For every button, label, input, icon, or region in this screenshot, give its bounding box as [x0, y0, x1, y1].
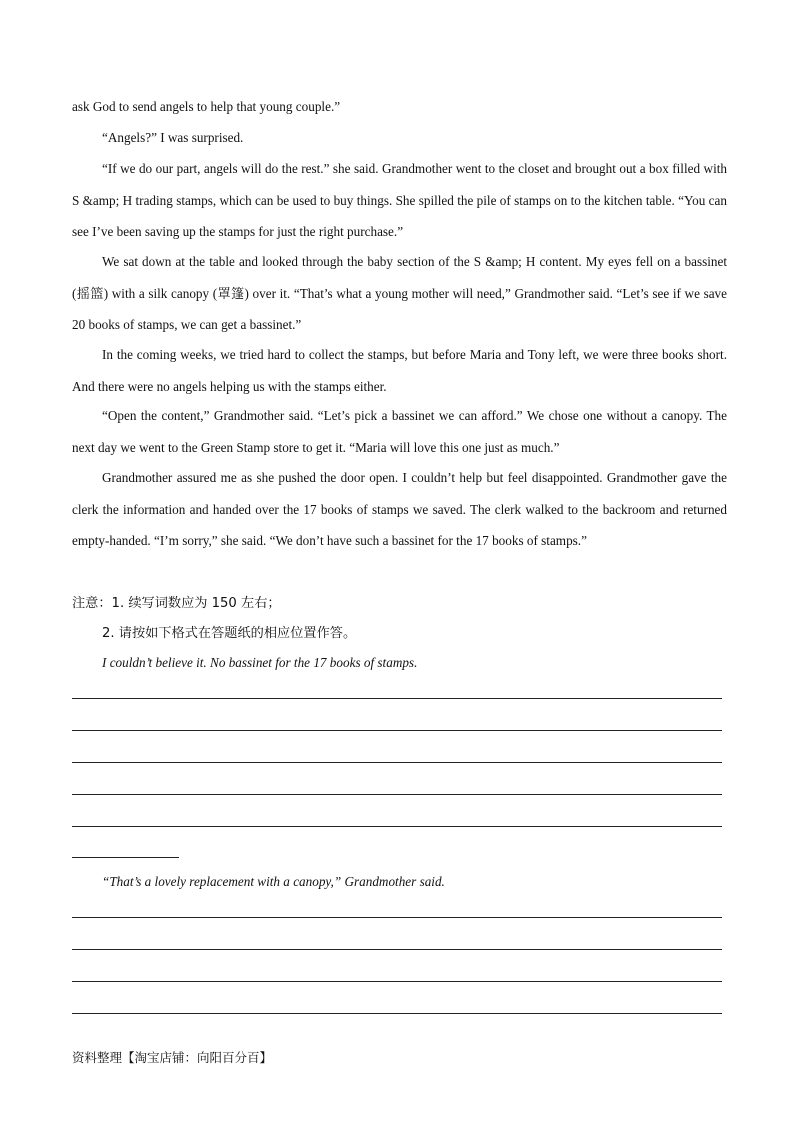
answer-line — [72, 1013, 722, 1014]
story-paragraph-3: “If we do our part, angels will do the rest.” she said. Grandmother went to the closet and brought out a box filled with S &amp; H trading stamps, which can be used to buy things. She spilled the pile of stamps on to the kitchen table. “You can see I’ve been saving up the stamps for just the right purchase.” — [72, 161, 727, 239]
answer-line — [72, 762, 722, 763]
story-paragraph-4: We sat down at the table and looked through the baby section of the S &amp; H content. My eyes fell on a bassinet (摇篮) with a silk canopy (罩篷) over it. “That’s what a young mother will need,” Grandmother said. “Let’s see if we save 20 books of stamps, we can get a bassinet.” — [72, 254, 727, 332]
answer-line — [72, 794, 722, 795]
continuation-prompt-2: “That’s a lovely replacement with a canopy,” Grandmother said. — [102, 874, 445, 889]
answer-line — [72, 949, 722, 950]
story-paragraph-1: ask God to send angels to help that young couple.” — [72, 99, 341, 114]
note-format: 2. 请按如下格式在答题纸的相应位置作答。 — [102, 626, 357, 641]
footer-source-note: 资料整理【淘宝店铺：向阳百分百】 — [72, 1050, 273, 1065]
note-word-count: 注意：1. 续写词数应为 150 左右； — [72, 596, 281, 611]
story-paragraph-5: In the coming weeks, we tried hard to collect the stamps, but before Maria and Tony left, we were three books short. And there were no angels helping us with the stamps either. — [72, 347, 727, 394]
story-paragraph-6: “Open the content,” Grandmother said. “Let’s pick a bassinet we can afford.” We chose one without a canopy. The next day we went to the Green Stamp store to get it. “Maria will love this one just as much.” — [72, 408, 727, 455]
story-paragraph-2: “Angels?” I was surprised. — [102, 130, 244, 145]
answer-line — [72, 826, 722, 827]
continuation-prompt-1: I couldn’t believe it. No bassinet for the 17 books of stamps. — [102, 655, 418, 670]
answer-line — [72, 730, 722, 731]
answer-line — [72, 698, 722, 699]
story-paragraph-7: Grandmother assured me as she pushed the door open. I couldn’t help but feel disappointed. Grandmother gave the clerk the information and handed over the 17 books of stamps we saved. The clerk walked to the backroom and returned empty-handed. “I’m sorry,” she said. “We don’t have such a bassinet for the 17 books of stamps.” — [72, 470, 727, 548]
answer-line — [72, 917, 722, 918]
answer-line — [72, 981, 722, 982]
answer-line-short — [72, 857, 179, 858]
